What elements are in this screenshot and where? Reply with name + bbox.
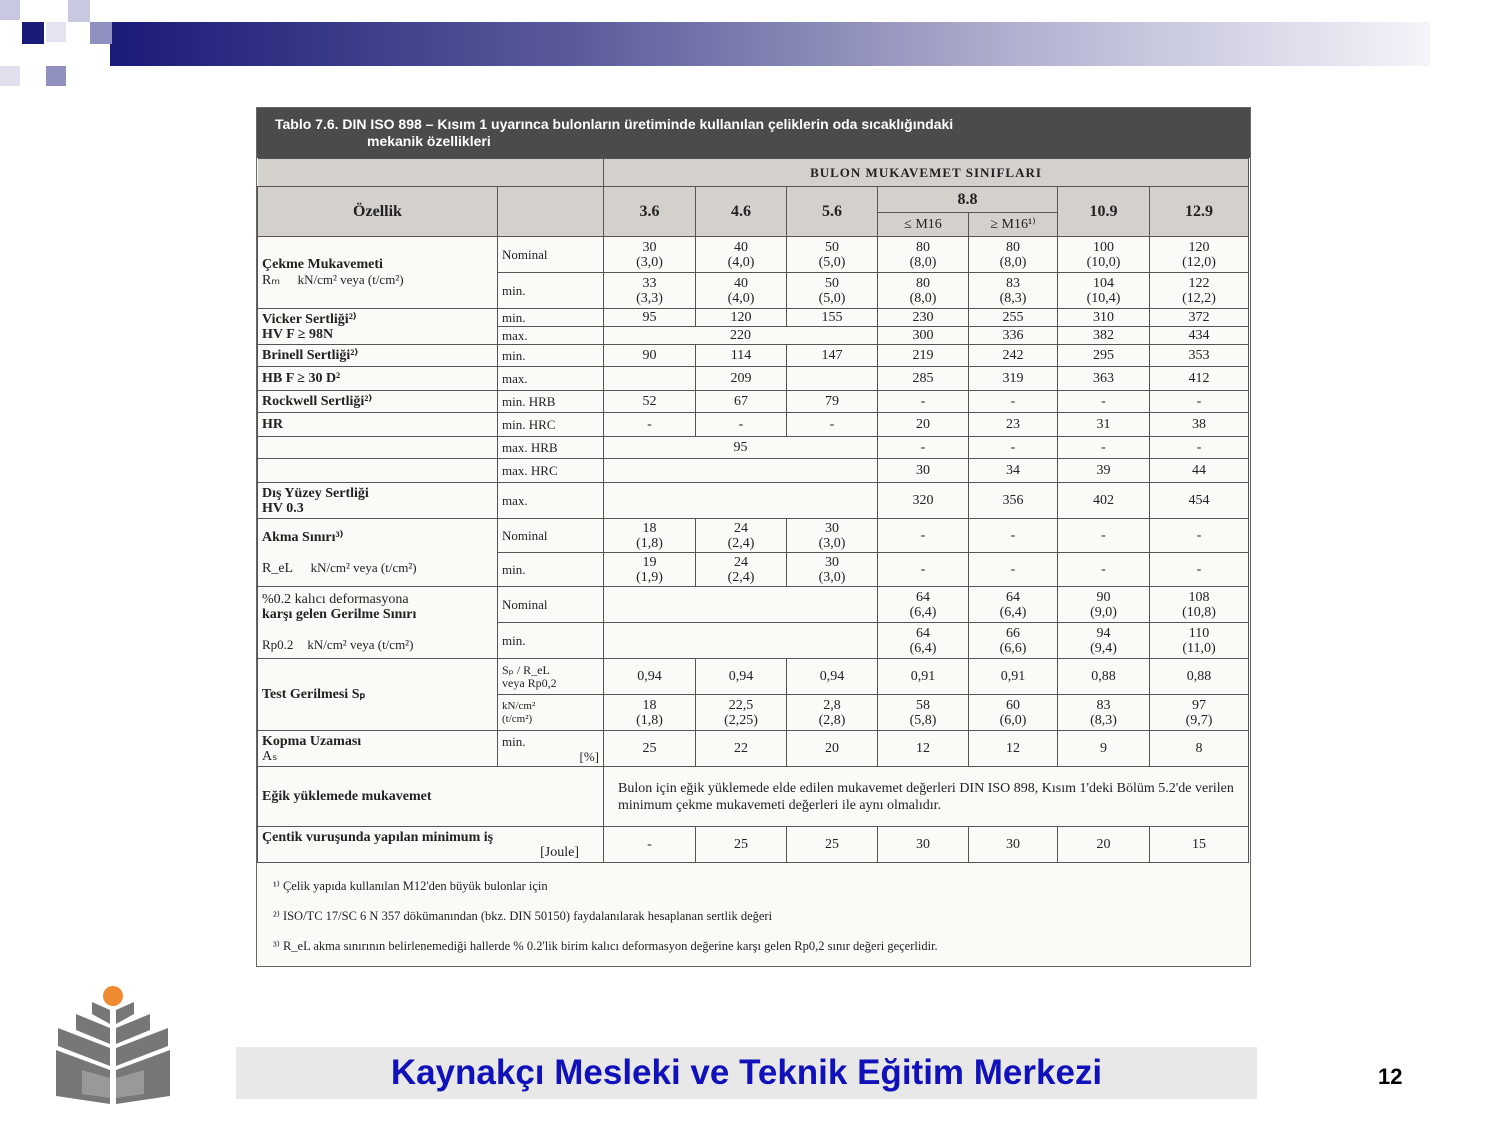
centik-label: Çentik vuruşunda yapılan minimum iş [262,829,494,845]
brinell-min-v3: 219 [878,345,969,367]
dis-v2: 402 [1058,483,1150,519]
brinell-max-v2: 363 [1058,367,1150,391]
rp-min-v1: 66 (6,6) [969,623,1058,659]
brinell-min-label: min. [498,345,604,367]
centik-v5: 20 [1058,827,1150,863]
vicker-min-v0: 95 [604,309,696,327]
akma-nom-v3: - [878,519,969,553]
akma-nom-v6: - [1150,519,1249,553]
dis-label2: HV 0.3 [262,500,304,516]
akma-min-v5: - [1058,553,1150,587]
rockwell-max-hrb-v3: - [1150,437,1249,459]
table-footnotes [257,868,1250,966]
cekme-nom-v2: 50 (5,0) [787,237,878,273]
akma-nom-v0: 18 (1,8) [604,519,696,553]
akma-min-label: min. [498,553,604,587]
cekme-nom-v4: 80 (8,0) [969,237,1058,273]
centik-v2: 25 [787,827,878,863]
header-class-5-6: 5.6 [787,187,878,237]
rockwell-max-hrb-low: 95 [604,437,878,459]
rp-min-label: min. [498,623,604,659]
vicker-max-v0: 300 [878,327,969,345]
class-band: BULON MUKAVEMET SINIFLARI [604,159,1249,187]
row-vicker-label [258,309,498,345]
kopma-pct-label: [%] [579,748,599,764]
kopma-v6: 8 [1150,731,1249,767]
rp-min-v3: 110 (11,0) [1150,623,1249,659]
rockwell-max-hrc-label: max. HRC [498,459,604,483]
kopma-min-label: min. [502,733,526,749]
row-cekme-label [258,237,498,309]
brinell-min-v2: 147 [787,345,878,367]
rp-min-v0: 64 (6,4) [878,623,969,659]
rockwell-min-hrb-v4: - [969,391,1058,413]
dis-v1: 356 [969,483,1058,519]
row-dis-label [258,483,498,519]
egik-label: Eğik yüklemede mukavemet [258,767,604,827]
test-ratio-v3: 0,91 [878,659,969,695]
vicker-max-low: 220 [604,327,878,345]
cekme-min-v3: 80 (8,0) [878,273,969,309]
akma-min-v2: 30 (3,0) [787,553,878,587]
vicker-label: Vicker Sertliği²⁾ [262,311,357,327]
kopma-min-cell [498,731,604,767]
vicker-min-v1: 120 [696,309,787,327]
rp-unit: kN/cm² veya (t/cm²) [307,637,414,652]
cekme-min-v1: 40 (4,0) [696,273,787,309]
cekme-nom-v6: 120 (12,0) [1150,237,1249,273]
rockwell-max-hrc-v2: 39 [1058,459,1150,483]
akma-nom-v2: 30 (3,0) [787,519,878,553]
brinell-min-v4: 242 [969,345,1058,367]
row-centik-label [258,827,604,863]
akma-nominal-label: Nominal [498,519,604,553]
rockwell-min-hrc-v5: 31 [1058,413,1150,437]
rp-nom-v3: 108 (10,8) [1150,587,1249,623]
rockwell-min-hrc-v0: - [604,413,696,437]
vicker-min-v6: 372 [1150,309,1249,327]
brinell-min-v6: 353 [1150,345,1249,367]
header-class-10-9: 10.9 [1058,187,1150,237]
header-class-4-6: 4.6 [696,187,787,237]
kopma-label2: Aₛ [262,748,278,764]
rockwell-min-hrb-v1: 67 [696,391,787,413]
header-square-mid3 [46,22,66,42]
kopma-label: Kopma Uzaması [262,733,362,749]
vicker-min-v5: 310 [1058,309,1150,327]
header-square-dark [22,22,44,44]
row-rp-label [258,587,498,659]
test-unit-v4: 60 (6,0) [969,695,1058,731]
brinell-max-v3: 412 [1150,367,1249,391]
vicker-max-v1: 336 [969,327,1058,345]
rockwell-max-hrb-v1: - [969,437,1058,459]
institution-logo-icon [52,984,176,1108]
brinell-max-low: 209 [696,367,787,391]
akma-nom-v1: 24 (2,4) [696,519,787,553]
akma-nom-v5: - [1058,519,1150,553]
rockwell-label2: HR [258,413,498,437]
dis-label: Dış Yüzey Sertliği [262,485,369,501]
table-title-line2: mekanik özellikleri [367,133,491,149]
cekme-nom-v3: 80 (8,0) [878,237,969,273]
header-8-8-small: ≤ M16 [878,213,969,237]
test-unit-label: kN/cm² (t/cm²) [498,695,604,731]
header-8-8-large: ≥ M16¹⁾ [969,213,1058,237]
kopma-v5: 9 [1058,731,1150,767]
table-title [257,108,1250,158]
kopma-v1: 22 [696,731,787,767]
footnote-1: ¹⁾ Çelik yapıda kullanılan M12'den büyük bulonlar için [273,879,548,893]
table-title-line1: Tablo 7.6. DIN ISO 898 – Kısım 1 uyarınca bulonların üretiminde kullanılan çeliklerin oda sıcaklığındaki [275,116,954,132]
rockwell-min-hrc-v4: 23 [969,413,1058,437]
vicker-label2: HV F ≥ 98N [262,326,334,342]
rockwell-min-hrb-v0: 52 [604,391,696,413]
cekme-min-v6: 122 (12,2) [1150,273,1249,309]
rp-nom-v2: 90 (9,0) [1058,587,1150,623]
header-property: Özellik [258,187,498,237]
mechanical-properties-table [256,107,1251,967]
centik-v0: - [604,827,696,863]
test-unit-v5: 83 (8,3) [1058,695,1150,731]
akma-min-v6: - [1150,553,1249,587]
test-unit-v3: 58 (5,8) [878,695,969,731]
vicker-max-v2: 382 [1058,327,1150,345]
header-square-light [0,0,20,20]
rp-symbol: Rp0.2 [262,637,294,652]
akma-min-v4: - [969,553,1058,587]
test-unit-v1: 22,5 (2,25) [696,695,787,731]
brinell-min-v0: 90 [604,345,696,367]
rockwell-min-hrc-v2: - [787,413,878,437]
brinell-max-v1: 319 [969,367,1058,391]
brinell-max-label: max. [498,367,604,391]
header-square-low [46,66,66,86]
cekme-min-label: min. [498,273,604,309]
rockwell-max-hrc-v0: 30 [878,459,969,483]
rp-min-v2: 94 (9,4) [1058,623,1150,659]
kopma-v4: 12 [969,731,1058,767]
row-kopma-label [258,731,498,767]
rp-nom-v1: 64 (6,4) [969,587,1058,623]
akma-min-v0: 19 (1,9) [604,553,696,587]
vicker-max-v3: 434 [1150,327,1249,345]
rp-label2: karşı gelen Gerilme Sınırı [262,607,417,622]
footer-bar [236,1047,1257,1099]
header-class-3-6: 3.6 [604,187,696,237]
akma-min-v3: - [878,553,969,587]
brinell-min-v5: 295 [1058,345,1150,367]
brinell-max-v0: 285 [878,367,969,391]
vicker-min-v3: 230 [878,309,969,327]
properties-grid [257,158,1249,863]
akma-min-v1: 24 (2,4) [696,553,787,587]
header-square-mid [68,0,90,22]
footnote-3: ³⁾ R_eL akma sınırının belirlenemediği hallerde % 0.2'lik birim kalıcı deformasyon değerine karşı gelen Rp0,2 sınır değeri geçerlidir. [273,939,938,953]
rockwell-max-hrc-v3: 44 [1150,459,1249,483]
kopma-v3: 12 [878,731,969,767]
cekme-min-v5: 104 (10,4) [1058,273,1150,309]
cekme-symbol: Rₘ [262,273,281,288]
cekme-nom-v5: 100 (10,0) [1058,237,1150,273]
test-unit-v2: 2,8 (2,8) [787,695,878,731]
header-class-8-8: 8.8 [878,187,1058,213]
cekme-nominal-label: Nominal [498,237,604,273]
rockwell-min-hrb-label: min. HRB [498,391,604,413]
page-number: 12 [1378,1064,1403,1089]
centik-v4: 30 [969,827,1058,863]
test-ratio-v4: 0,91 [969,659,1058,695]
rp-label1: %0.2 kalıcı deformasyona [262,592,409,607]
akma-nom-v4: - [969,519,1058,553]
test-unit-v6: 97 (9,7) [1150,695,1249,731]
brinell-label: Brinell Sertliği²⁾ [258,345,498,367]
header-square-mid2 [90,22,112,44]
rockwell-max-hrb-label: max. HRB [498,437,604,459]
vicker-min-label: min. [498,309,604,327]
header-square-low2 [0,66,20,86]
header-class-12-9: 12.9 [1150,187,1249,237]
rockwell-min-hrb-v2: 79 [787,391,878,413]
dis-max-label: max. [498,483,604,519]
akma-unit: kN/cm² veya (t/cm²) [310,559,417,575]
centik-unit: [Joule] [540,844,579,860]
cekme-min-v4: 83 (8,3) [969,273,1058,309]
test-ratio-v1: 0,94 [696,659,787,695]
rp-nom-v0: 64 (6,4) [878,587,969,623]
rockwell-min-hrc-v3: 20 [878,413,969,437]
cekme-nom-v0: 30 (3,0) [604,237,696,273]
cekme-unit: kN/cm² veya (t/cm²) [297,272,404,287]
footnote-2: ²⁾ ISO/TC 17/SC 6 N 357 dökümanından (bkz. DIN 50150) faydalanılarak hesaplanan sertlik değeri [273,909,773,923]
rockwell-min-hrb-v5: - [1058,391,1150,413]
vicker-min-v2: 155 [787,309,878,327]
brinell-label2: HB F ≥ 30 D² [258,367,498,391]
rockwell-min-hrc-label: min. HRC [498,413,604,437]
rockwell-min-hrb-v3: - [878,391,969,413]
rockwell-min-hrb-v6: - [1150,391,1249,413]
dis-v3: 454 [1150,483,1249,519]
kopma-v2: 20 [787,731,878,767]
header-gradient-bar [110,22,1430,66]
rockwell-max-hrc-v1: 34 [969,459,1058,483]
dis-v0: 320 [878,483,969,519]
test-ratio-v0: 0,94 [604,659,696,695]
footer-title: Kaynakçı Mesleki ve Teknik Eğitim Merkezi [390,1053,1103,1092]
brinell-min-v1: 114 [696,345,787,367]
centik-v1: 25 [696,827,787,863]
test-label: Test Gerilmesi Sₚ [258,659,498,731]
test-ratio-label: Sₚ / R_eL veya Rp0,2 [498,659,604,695]
cekme-label: Çekme Mukavemeti [262,257,383,272]
cekme-min-v0: 33 (3,3) [604,273,696,309]
rockwell-min-hrc-v6: 38 [1150,413,1249,437]
akma-symbol: R_eL [262,560,294,576]
test-ratio-v2: 0,94 [787,659,878,695]
kopma-v0: 25 [604,731,696,767]
akma-label: Akma Sınırı³⁾ [262,529,344,545]
cekme-min-v2: 50 (5,0) [787,273,878,309]
test-ratio-v6: 0,88 [1150,659,1249,695]
centik-v3: 30 [878,827,969,863]
vicker-min-v4: 255 [969,309,1058,327]
cekme-nom-v1: 40 (4,0) [696,237,787,273]
row-akma-label [258,519,498,587]
vicker-max-label: max. [498,327,604,345]
test-unit-v0: 18 (1,8) [604,695,696,731]
rockwell-max-hrb-v2: - [1058,437,1150,459]
egik-text: Bulon için eğik yüklemede elde edilen mukavemet değerleri DIN ISO 898, Kısım 1'deki Bölüm 5.2'de verilen minimum çekme mukavemeti değerleri ile aynı olmalıdır. [604,767,1249,827]
rp-nominal-label: Nominal [498,587,604,623]
test-ratio-v5: 0,88 [1058,659,1150,695]
rockwell-min-hrc-v1: - [696,413,787,437]
rockwell-max-hrb-v0: - [878,437,969,459]
centik-v6: 15 [1150,827,1249,863]
rockwell-label: Rockwell Sertliği²⁾ [258,391,498,413]
